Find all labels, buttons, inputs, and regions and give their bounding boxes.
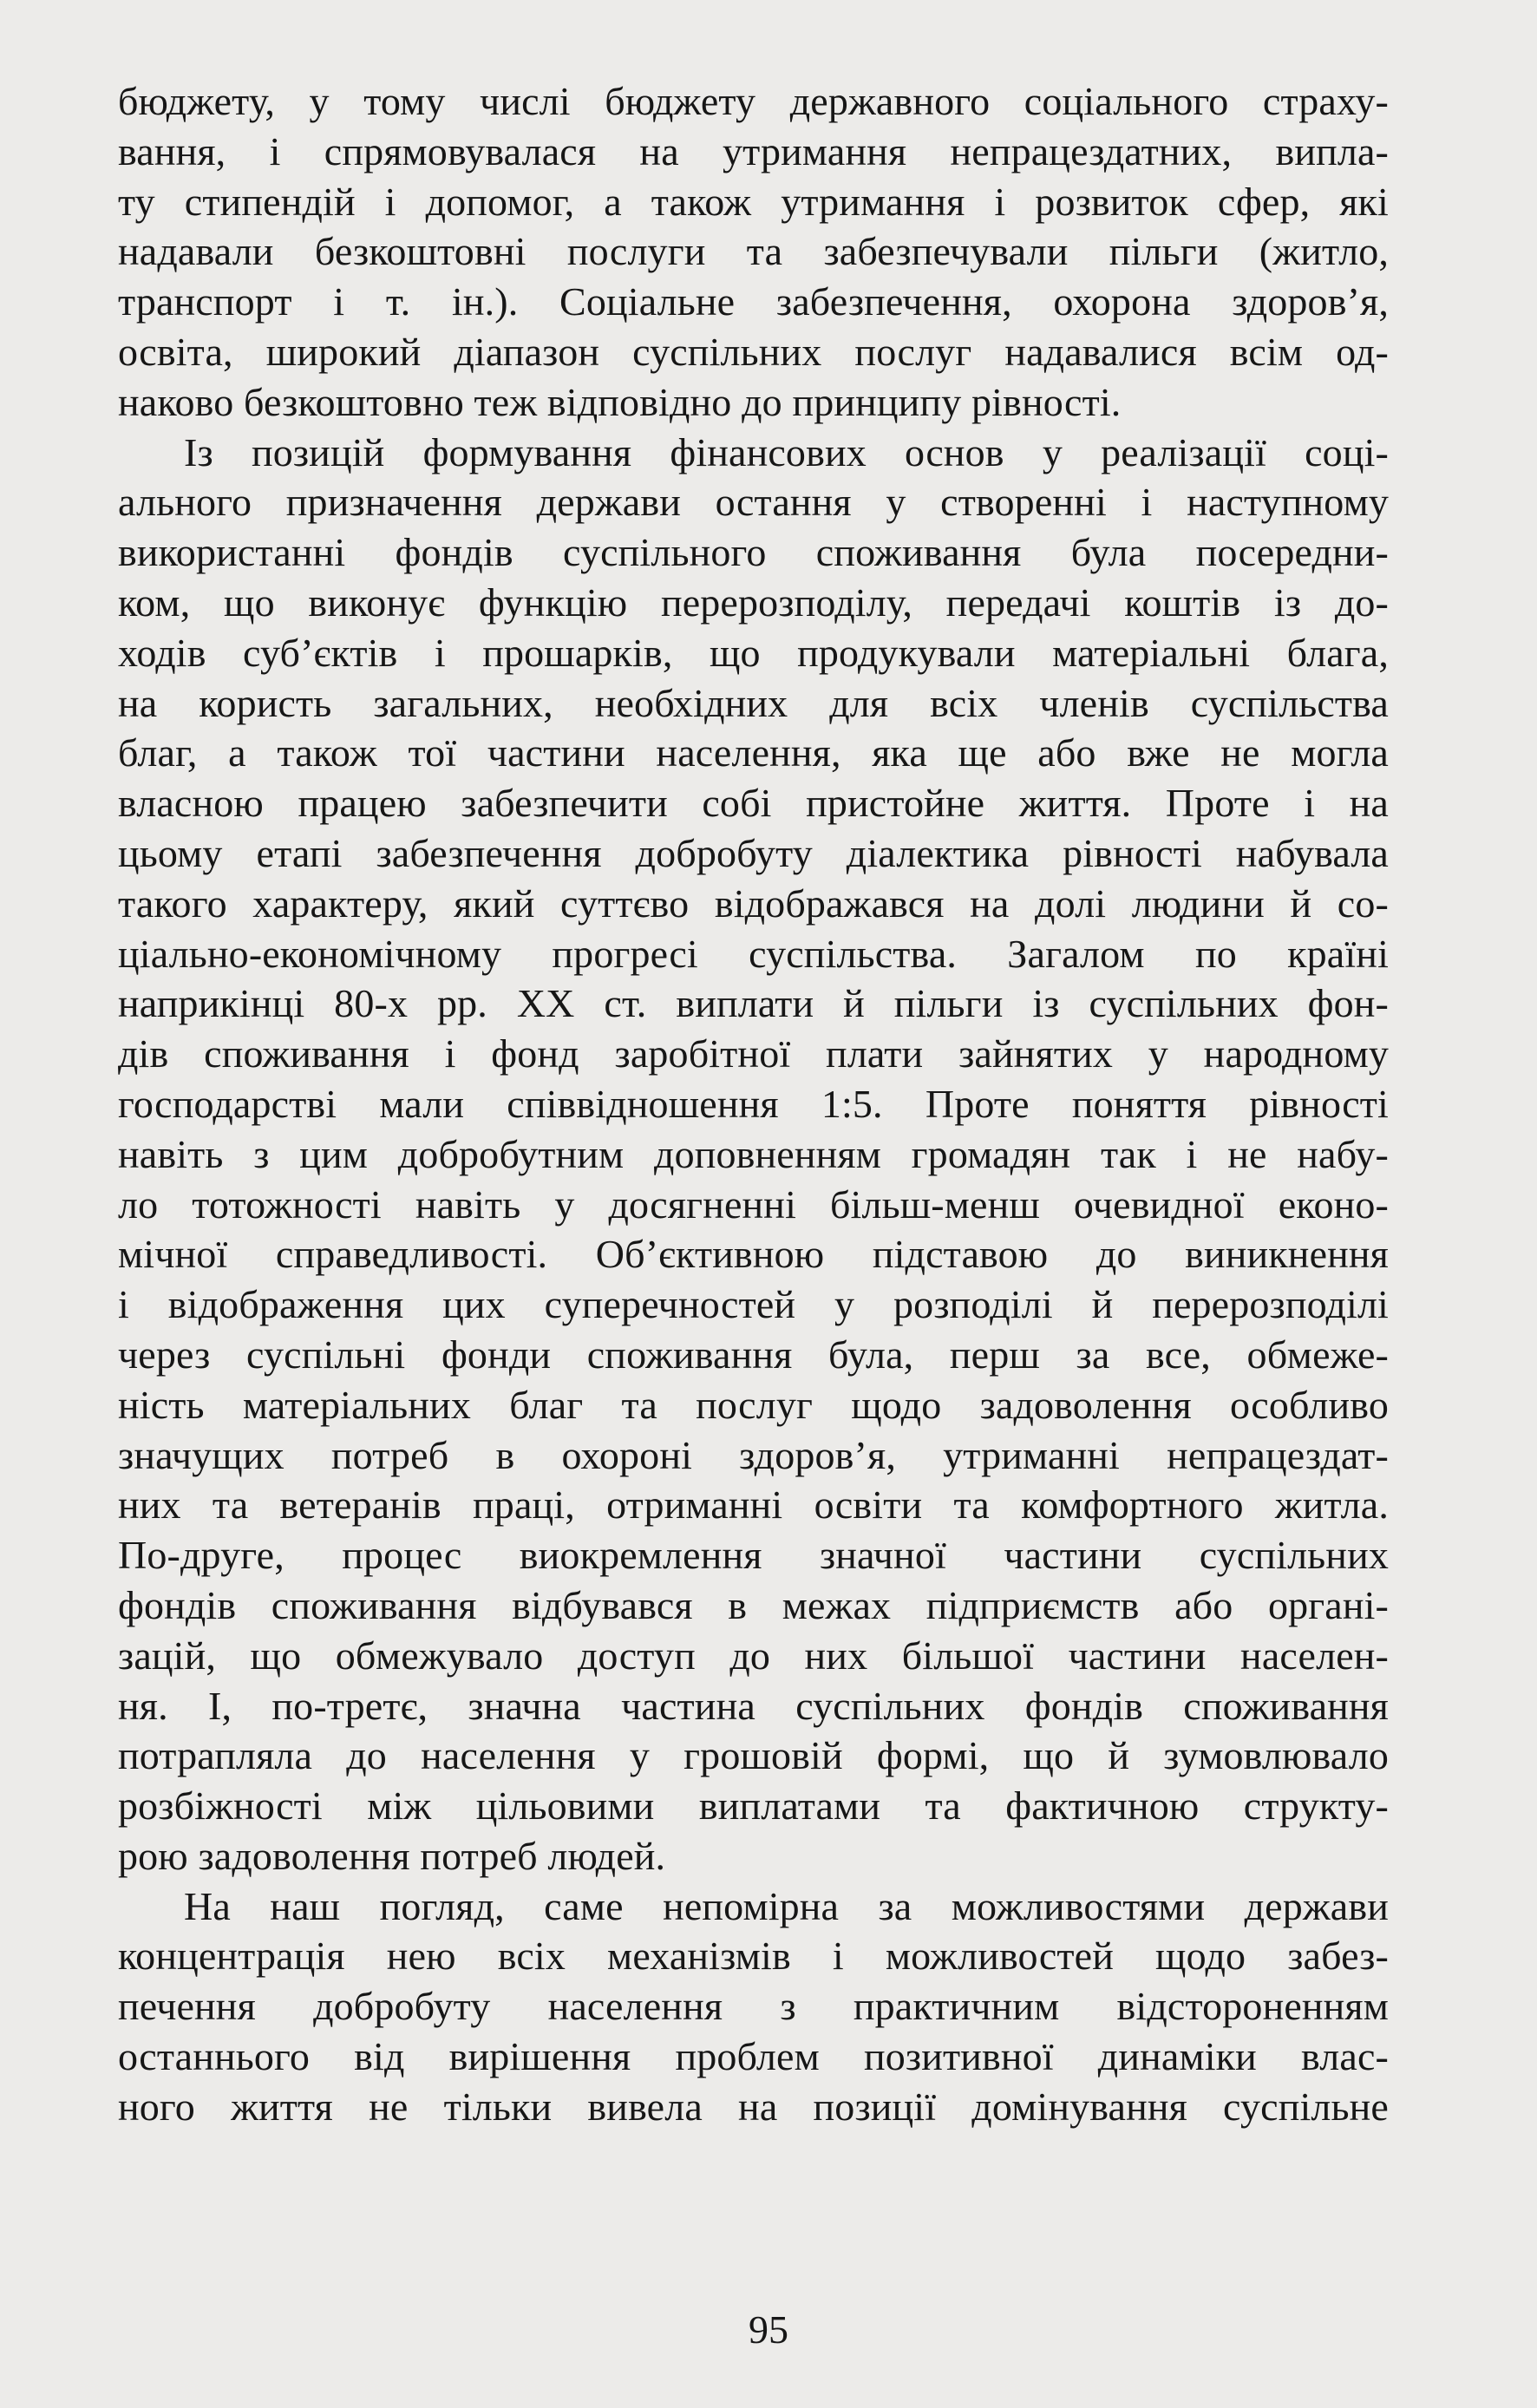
text-line: ло тотожності навіть у досягненні більш-менш очевидної еконо- [118, 1181, 1389, 1227]
text-line: цьому етапі забезпечення добробуту діалектика рівності набувала [118, 830, 1389, 875]
text-line: навіть з цим добробутним доповненням громадян так і не набу- [118, 1131, 1389, 1176]
text-line: значущих потреб в охороні здоров’я, утриманні непрацездат- [118, 1432, 1389, 1477]
text-line: надавали безкоштовні послуги та забезпечували пільги (житло, [118, 229, 1389, 274]
text-line: ціально-економічному прогресі суспільства. Загалом по країні [118, 931, 1389, 976]
page-number: 95 [749, 2307, 788, 2352]
text-line: мічної справедливості. Об’єктивною підставою до виникнення [118, 1232, 1389, 1277]
text-line: благ, а також тої частини населення, яка ще або вже не могла [118, 730, 1389, 775]
text-line: ного життя не тільки вивела на позиції домінування суспільне [118, 2084, 1389, 2129]
text-line: освіта, широкий діапазон суспільних послуг надавалися всім од- [118, 329, 1389, 374]
text-line: На наш погляд, саме непомірна за можливостями держави [184, 1883, 1389, 1928]
text-line: Із позицій формування фінансових основ у реалізації соці- [184, 429, 1389, 474]
text-line: ком, що виконує функцію перерозподілу, передачі коштів із до- [118, 579, 1389, 625]
text-line: власною працею забезпечити собі пристойне життя. Проте і на [118, 781, 1389, 826]
text-line: печення добробуту населення з практичним відстороненням [118, 1984, 1389, 2029]
text-line: бюджету, у тому числі бюджету державного соціального страху- [118, 79, 1389, 123]
text-line: через суспільні фонди споживання була, перш за все, обмеже- [118, 1332, 1389, 1377]
text-line: і відображення цих суперечностей у розподілі й перерозподілі [118, 1282, 1389, 1327]
text-line: транспорт і т. ін.). Соціальне забезпечення, охорона здоров’я, [118, 279, 1389, 324]
text-line: концентрація нею всіх механізмів і можливостей щодо забез- [118, 1934, 1389, 1979]
text-line: потрапляла до населення у грошовій формі, що й зумовлювало [118, 1733, 1389, 1778]
text-line: останнього від вирішення проблем позитивної динаміки влас- [118, 2034, 1389, 2079]
text-line: ня. І, по-третє, значна частина суспільних фондів споживання [118, 1683, 1389, 1728]
text-line: По-друге, процес виокремлення значної частини суспільних [118, 1533, 1389, 1578]
text-line: зацій, що обмежувало доступ до них більшої частини населен- [118, 1633, 1389, 1678]
text-line: господарстві мали співвідношення 1:5. Проте поняття рівності [118, 1081, 1389, 1126]
text-line: фондів споживання відбувався в межах підприємств або органі- [118, 1582, 1389, 1627]
text-line: дів споживання і фонд заробітної плати зайнятих у народному [118, 1031, 1389, 1076]
text-line: рою задоволення потреб людей. [118, 1833, 666, 1878]
text-line: використанні фондів суспільного споживання була посередни- [118, 530, 1389, 575]
text-line: ального призначення держави остання у створенні і наступному [118, 480, 1389, 525]
text-line: ту стипендій і допомог, а також утримання і розвиток сфер, які [118, 179, 1389, 224]
text-line: розбіжності між цільовими виплатами та фактичною структу- [118, 1783, 1389, 1829]
text-line: них та ветеранів праці, отриманні освіти та комфортного житла. [118, 1482, 1389, 1528]
text-line: на користь загальних, необхідних для всіх членів суспільства [118, 680, 1389, 725]
text-line: ність матеріальних благ та послуг щодо задоволення особливо [118, 1382, 1389, 1427]
text-line: наприкінці 80-х рр. XX ст. виплати й пільги із суспільних фон- [118, 981, 1389, 1026]
text-line: ходів суб’єктів і прошарків, що продукували матеріальні блага, [118, 630, 1389, 675]
text-line: такого характеру, який суттєво відображався на долі людини й со- [118, 880, 1389, 926]
text-line: вання, і спрямовувалася на утримання непрацездатних, випла- [118, 128, 1389, 173]
body-text [118, 76, 1389, 2132]
text-line: наково безкоштовно теж відповідно до принципу рівності. [118, 379, 1122, 424]
